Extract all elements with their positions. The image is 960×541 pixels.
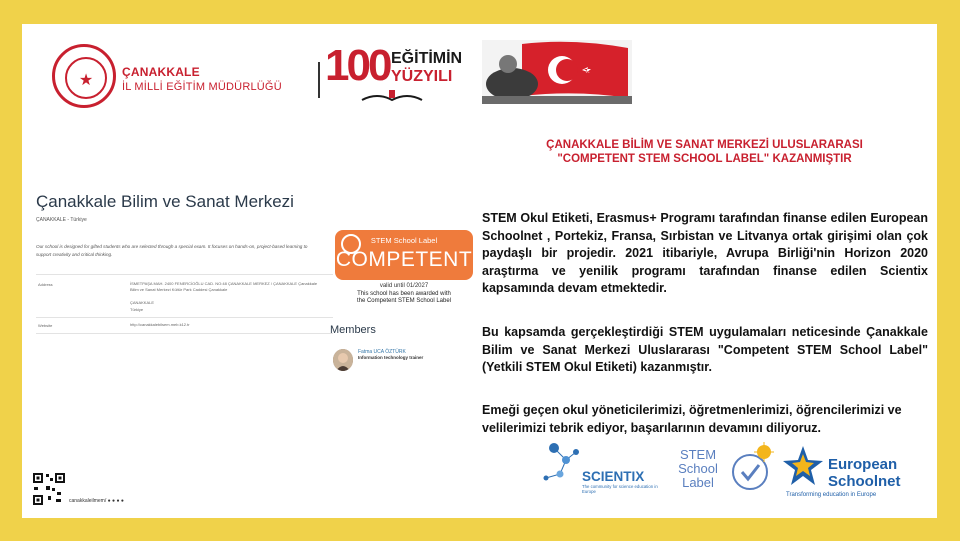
address-label: Address xyxy=(38,282,53,287)
social-handle-text: canakkaleilmem/ xyxy=(69,498,107,504)
address-value: İSMETPAŞA MAH. 2400 FENERCİOĞLU CAD. NO:48 ÇANAKKALE MERKEZ / ÇANAKKALE Çanakkale Bilim ve Sanat Merkezi Kültür Park Caddesi Çanakkale xyxy=(130,281,318,292)
centenary-word-1: EĞİTİMİN xyxy=(391,50,463,67)
school-description: Our school is designed for gifted students who are selected through a special exam. It focuses on hands-on, project-based learning to support creativity and critical thinking. xyxy=(36,244,308,257)
member-photo-icon xyxy=(333,349,353,371)
eun-line-1: European xyxy=(828,456,898,473)
stem-school-label-logo xyxy=(672,448,724,490)
open-book-icon xyxy=(342,90,442,102)
european-schoolnet-tagline: Transforming education in Europe xyxy=(786,492,877,498)
body-paragraph-3: Emeği geçen okul yöneticilerimizi, öğretmenlerimizi, öğrencilerimizi ve velilerimizi tebrik ediyor, başarılarının devamını diliyoruz. xyxy=(482,403,902,435)
award-line-1: This school has been awarded with xyxy=(357,291,451,297)
stem-logo-line-3: Label xyxy=(682,475,714,490)
stem-label-check-icon xyxy=(720,442,778,496)
profile-divider xyxy=(36,274,333,275)
eun-line-2: Schoolnet xyxy=(828,473,901,490)
centenary-number: 100 xyxy=(325,41,390,90)
address-country: Türkiye xyxy=(130,307,144,312)
headline-line-1: ÇANAKKALE BİLİM VE SANAT MERKEZİ ULUSLARARASI xyxy=(546,139,863,151)
website-label: Website xyxy=(38,323,53,328)
qr-code-icon xyxy=(32,472,66,506)
scientix-molecule-icon xyxy=(538,438,584,484)
stem-logo-line-1: STEM xyxy=(679,447,717,462)
member-name[interactable]: Fatma UCA ÖZTÜRK xyxy=(358,349,406,355)
badge-level: COMPETENT xyxy=(335,248,473,271)
competent-stem-badge xyxy=(335,230,473,280)
badge-validity: valid until 01/2027 xyxy=(379,283,429,289)
school-location: ÇANAKKALE - Türkiye xyxy=(36,217,87,223)
address-city: ÇANAKKALE xyxy=(130,300,155,305)
member-avatar[interactable] xyxy=(333,349,353,371)
website-link[interactable]: http://canakkalebilsem.meb.k12.tr xyxy=(130,322,190,327)
stem-logo-line-2: School xyxy=(678,461,718,476)
european-schoolnet-star-icon xyxy=(782,444,824,488)
announcement-headline xyxy=(482,138,927,166)
ministry-seal-icon: ★ xyxy=(52,44,116,108)
centenary-word-2: YÜZYILI xyxy=(391,68,453,85)
turkish-flag-portrait-image xyxy=(482,40,632,104)
body-paragraph-1: STEM Okul Etiketi, Erasmus+ Programı tarafından finanse edilen European Schoolnet , Portekiz, Fransa, Sırbistan ve Litvanya ortak girişimi olan çok paydaşlı bir projedir. 2021 itibariyle, Avrupa Birliği'nin Horizon 2020 araştırma ve yenilik programı tarafından finanse edilen Scientix kapsamında devam etmektedir. xyxy=(482,211,928,295)
european-schoolnet-logo-text xyxy=(828,456,901,490)
header-divider xyxy=(318,62,320,98)
member-role: Information technology trainer xyxy=(358,355,424,360)
body-paragraph-2: Bu kapsamda gerçekleştirdiği STEM uygulamaları neticesinde Çanakkale Bilim ve Sanat Merkezi Uluslararası "Competent STEM School Label" (Yetkili STEM Okul Etiketi) kazanmıştır. xyxy=(482,325,928,374)
social-media-icons: ● ● ● ● xyxy=(107,498,124,504)
scientix-logo-text: SCIENTIX xyxy=(582,469,645,484)
school-name: Çanakkale Bilim ve Sanat Merkezi xyxy=(36,192,294,211)
members-heading: Members xyxy=(330,324,376,336)
headline-line-2: "COMPETENT STEM SCHOOL LABEL" KAZANMIŞTIR xyxy=(557,153,852,165)
badge-award-text xyxy=(335,291,473,305)
directorate-name: ÇANAKKALE xyxy=(122,65,200,79)
profile-divider xyxy=(36,317,333,318)
badge-label: STEM School Label xyxy=(370,236,438,245)
announcement-card xyxy=(22,24,937,518)
award-line-2: the Competent STEM School Label xyxy=(356,298,452,304)
social-media-handle xyxy=(69,498,124,505)
profile-divider xyxy=(36,333,333,334)
scientix-tagline: The community for science education in Europe xyxy=(582,484,658,494)
directorate-subtitle: İL MİLLİ EĞİTİM MÜDÜRLÜĞÜ xyxy=(122,81,282,93)
